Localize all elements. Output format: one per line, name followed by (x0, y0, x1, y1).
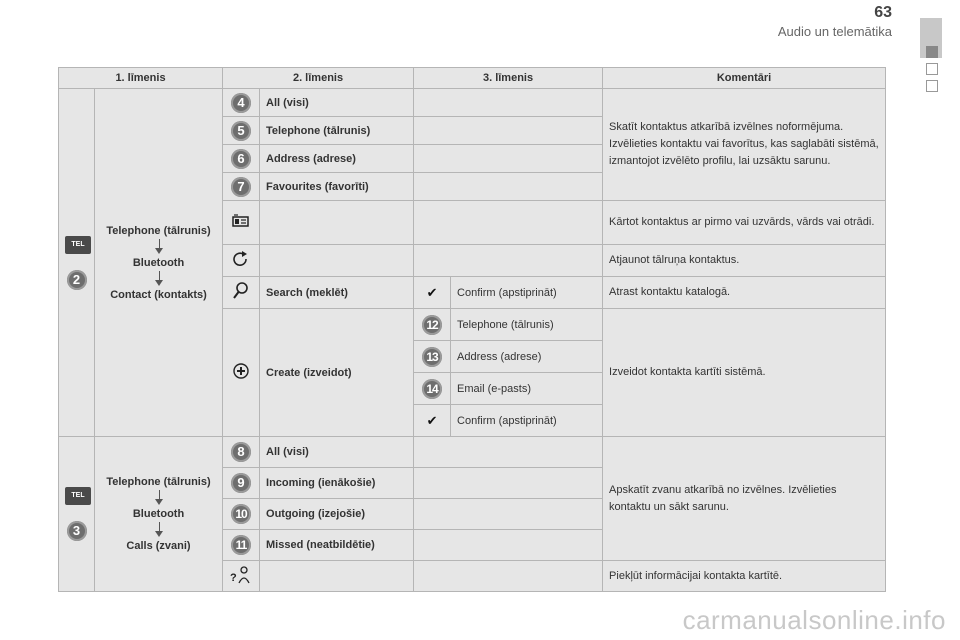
option-label: Missed (neatbildētie) (260, 530, 414, 561)
step-badge: 8 (231, 442, 251, 462)
tel-button-icon: TEL (65, 236, 91, 254)
option-label: Address (adrese) (260, 145, 414, 173)
tel-button-icon: TEL (65, 487, 91, 505)
option-label: Telephone (tālrunis) (451, 309, 603, 341)
step-badge: 14 (422, 379, 442, 399)
menu-path-step: Calls (zvani) (126, 540, 191, 552)
option-label: Address (adrese) (451, 341, 603, 373)
menu-path-step: Bluetooth (132, 256, 185, 269)
menu-path-step: Telephone (tālrunis) (106, 224, 211, 237)
comment-cell: Skatīt kontaktus atkarībā izvēlnes noformējuma. Izvēlieties kontaktu vai favorītus, kas saglabāti sistēmā, izmantojot izvēlēto profilu, lai uzsāktu sarunu. (603, 89, 886, 201)
comment-cell: Atrast kontaktu katalogā. (603, 277, 886, 309)
arrow-down-icon (101, 490, 216, 506)
table-row (59, 437, 886, 468)
option-label: All (visi) (260, 89, 414, 117)
option-label: Email (e-pasts) (451, 373, 603, 405)
comment-cell: Izveidot kontakta kartīti sistēmā. (603, 309, 886, 437)
header-level-2: 2. līmenis (223, 68, 414, 89)
step-badge: 9 (231, 473, 251, 493)
check-icon: ✔ (426, 412, 438, 428)
step-badge: 3 (67, 521, 87, 541)
header-level-3: 3. līmenis (414, 68, 603, 89)
section-square (926, 80, 938, 92)
menu-path-step: Contact (kontakts) (110, 288, 207, 301)
section-square-active (926, 46, 938, 58)
svg-text:?: ? (230, 571, 237, 584)
step-badge: 12 (422, 315, 442, 335)
option-label: Create (izveidot) (260, 309, 414, 437)
option-label: Favourites (favorīti) (260, 173, 414, 201)
contact-info-icon (230, 566, 252, 584)
step-badge: 4 (231, 93, 251, 113)
page-number: 63 (874, 4, 892, 21)
refresh-icon (232, 251, 250, 267)
add-contact-icon (233, 363, 249, 379)
header-comments: Komentāri (603, 68, 886, 89)
watermark: carmanualsonline.info (682, 605, 946, 635)
option-label: Confirm (apstiprināt) (451, 405, 603, 437)
arrow-down-icon (101, 522, 216, 538)
header-level-1: 1. līmenis (59, 68, 223, 89)
check-icon: ✔ (426, 284, 438, 300)
sort-contacts-icon (232, 214, 250, 228)
arrow-down-icon (101, 271, 216, 287)
comment-cell: Kārtot kontaktus ar pirmo vai uzvārds, vārds vai otrādi. (603, 201, 886, 245)
step-badge: 2 (67, 270, 87, 290)
option-label: All (visi) (260, 437, 414, 468)
section-square (926, 63, 938, 75)
option-label: Confirm (apstiprināt) (451, 277, 603, 309)
option-label: Outgoing (izejošie) (260, 499, 414, 530)
arrow-down-icon (101, 239, 216, 255)
option-label: Search (meklēt) (260, 277, 414, 309)
menu-path-calls (95, 437, 223, 592)
menu-table (58, 67, 886, 592)
menu-path-step: Telephone (tālrunis) (106, 476, 211, 488)
comment-cell: Piekļūt informācijai kontakta kartītē. (603, 561, 886, 592)
option-label: Incoming (ienākošie) (260, 468, 414, 499)
search-icon (233, 282, 249, 300)
level1-icon-cell (59, 89, 95, 437)
step-badge: 6 (231, 149, 251, 169)
comment-cell: Atjaunot tālruņa kontaktus. (603, 245, 886, 277)
menu-path-step: Bluetooth (132, 508, 185, 520)
step-badge: 7 (231, 177, 251, 197)
level1-icon-cell (59, 437, 95, 592)
table-header-row (59, 68, 886, 89)
side-tab (915, 0, 960, 640)
step-badge: 5 (231, 121, 251, 141)
option-label: Telephone (tālrunis) (260, 117, 414, 145)
step-badge: 11 (231, 535, 251, 555)
menu-path-contacts (95, 89, 223, 437)
table-row (59, 89, 886, 117)
step-badge: 13 (422, 347, 442, 367)
page-title: Audio un telemātika (777, 24, 892, 39)
comment-cell: Apskatīt zvanu atkarībā no izvēlnes. Izvēlieties kontaktu un sākt sarunu. (603, 437, 886, 561)
step-badge: 10 (231, 504, 251, 524)
